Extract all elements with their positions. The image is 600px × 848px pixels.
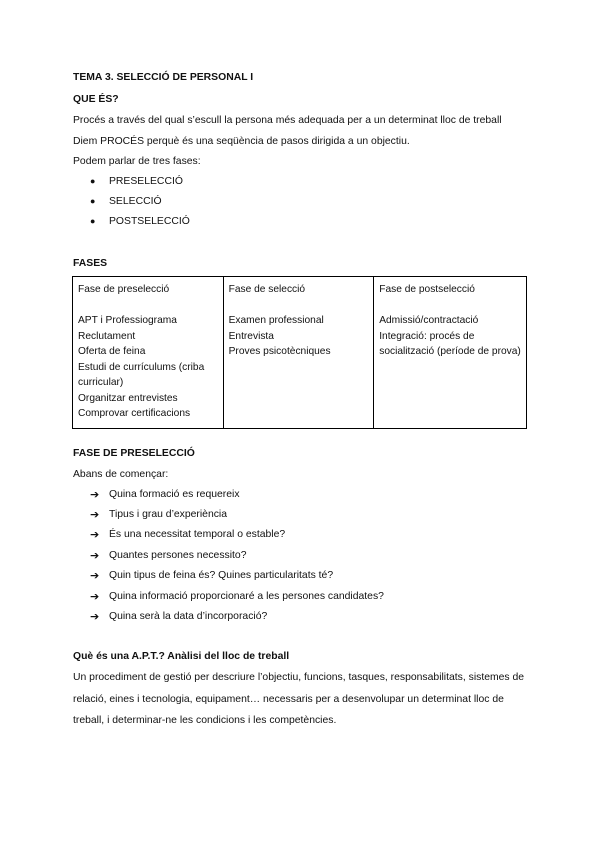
list-item: ● SELECCIÓ [90,195,162,207]
que-es-line: Diem PROCÉS perquè és una seqüència de pasos dirigida a un objectiu. [73,136,410,147]
arrow-right-icon: ➔ [90,590,100,603]
table-cell-header: Fase de preselecció [78,284,170,295]
arrow-right-icon: ➔ [90,509,100,522]
arrow-right-icon: ➔ [90,549,100,562]
arrow-right-icon: ➔ [90,611,100,624]
table-cell-item: Estudi de currículums (criba [78,361,205,373]
table-cell-item: Reclutament [78,330,136,342]
table-cell-item: Organitzar entrevistes [78,392,178,404]
table-cell-item: Comprovar certificacions [78,408,191,419]
table-cell-item: Entrevista [228,330,274,342]
list-item: ➔ Quina formació es requereix [90,488,240,501]
bullet-icon: ● [90,216,96,226]
preseleccio-intro: Abans de començar: [73,469,169,480]
que-es-line: Podem parlar de tres fases: [73,156,201,167]
que-es-heading: QUE ÉS? [73,94,119,105]
table-row [73,277,527,429]
arrow-right-icon: ➔ [90,488,100,501]
table-cell-header: Fase de postselecció [379,284,475,295]
table-cell-item: APT i Professiograma [78,315,177,326]
phase-cell-postselection [374,277,527,429]
phase-cell-selection [223,277,374,429]
fases-heading: FASES [73,258,108,269]
list-item: ➔ Quina informació proporcionaré a les persones candidates? [90,590,384,603]
apt-definition [73,667,530,732]
bullet-icon: ● [90,196,96,206]
bullet-icon: ● [90,176,96,186]
apt-line: relació, eines i tecnologia, equipament… necessaris per a desenvolupar un determinat lloc de [73,693,504,705]
apt-line: Un procediment de gestió per descriure l’objectiu, funcions, tasques, responsabilitats, sistemes de [73,672,525,683]
list-item: ➔ Quin tipus de feina és? Quines particularitats té? [90,570,334,583]
table-cell-item: curricular) [78,377,124,388]
phases-bullet-list [90,171,190,231]
phase-cell-preselection [73,277,224,429]
preseleccio-heading: FASE DE PRESELECCIÓ [73,448,195,459]
list-item: ➔ Tipus i grau d’experiència [90,509,228,522]
list-item: ➔ Quantes persones necessito? [90,549,247,562]
table-cell-item: Oferta de feina [78,346,146,357]
apt-heading: Què és una A.P.T.? Anàlisi del lloc de treball [73,651,290,662]
list-item: ➔ És una necessitat temporal o estable? [90,529,286,542]
list-item: ➔ Quina serà la data d’incorporació? [90,611,268,624]
arrow-right-icon: ➔ [90,529,100,542]
table-cell-item: Proves psicotècniques [228,346,331,357]
apt-line: treball, i determinar-ne les condicions i les competències. [73,715,337,726]
document-title: TEMA 3. SELECCIÓ DE PERSONAL I [73,72,254,83]
list-item: ● POSTSELECCIÓ [90,215,190,227]
table-cell-item: Admissió/contractació [379,315,479,326]
phases-table [72,276,527,429]
list-item: ● PRESELECCIÓ [90,175,183,187]
arrow-right-icon: ➔ [90,570,100,583]
table-cell-header: Fase de selecció [228,284,306,295]
table-cell-item: socialització (període de prova) [379,346,521,357]
table-cell-item: Examen professional [228,315,324,326]
que-es-line: Procés a través del qual s’escull la persona més adequada per a un determinat lloc de treball [73,115,502,126]
table-cell-item: Integració: procés de [379,330,475,342]
questions-list [90,484,384,627]
